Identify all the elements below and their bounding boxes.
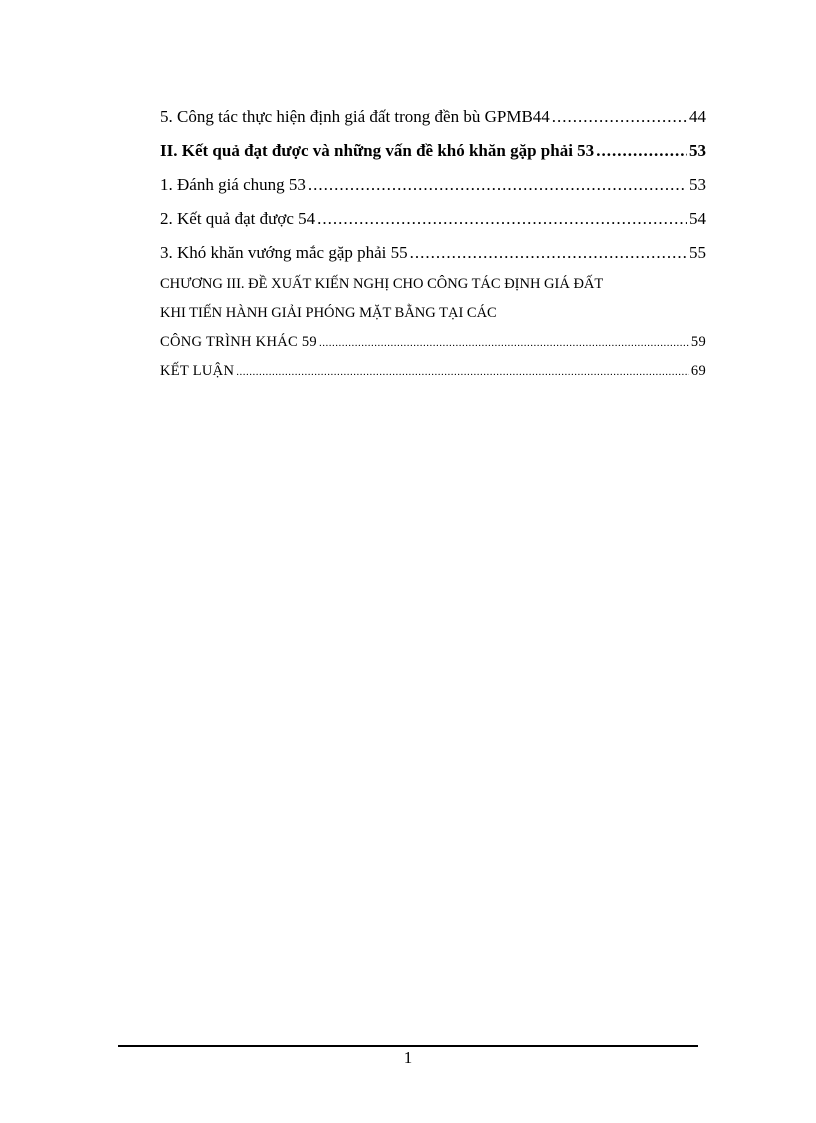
toc-entry-title: II. Kết quả đạt được và những vấn đề khó khăn gặp phải 53 [160,141,595,160]
dot-leader [319,329,689,357]
dot-leader [308,168,687,202]
toc-entry-page: 44 [689,107,706,126]
toc-entry-page: 53 [689,141,706,160]
toc-entry-page: 54 [689,209,706,228]
toc-chapter-title-line-2: KHI TIẾN HÀNH GIẢI PHÓNG MẶT BẰNG TẠI CÁC [160,305,497,321]
toc-chapter-title-line-1: CHƯƠNG III. ĐỀ XUẤT KIẾN NGHỊ CHO CÔNG TÁC ĐỊNH GIÁ ĐẤT [160,276,604,292]
dot-leader [317,202,687,236]
dot-leader [596,134,687,168]
toc-entry-achieved-results[interactable] [160,202,706,236]
toc-entry-title: 5. Công tác thực hiện định giá đất trong đền bù GPMB44 [160,107,550,126]
toc-entry-page: 59 [690,334,706,350]
toc-entry-page: 55 [689,243,706,262]
toc-entry-obstacles[interactable] [160,236,706,270]
toc-entry-title: KẾT LUẬN [160,363,235,379]
toc-entry-title: 2. Kết quả đạt được 54 [160,209,316,228]
toc-entry-chapter-3[interactable] [160,328,706,357]
toc-entry-page: 53 [689,175,706,194]
toc-entry-gpmb-valuation[interactable] [160,100,706,134]
footer-divider [118,1045,698,1047]
toc-entry-page: 69 [690,363,706,379]
table-of-contents [160,100,706,386]
toc-entry-title: CÔNG TRÌNH KHÁC 59 [160,334,317,350]
dot-leader [552,100,687,134]
toc-entry-results-and-difficulties[interactable] [160,134,706,168]
page-number: 1 [403,1048,413,1067]
dot-leader [410,236,687,270]
toc-entry-general-assessment[interactable] [160,168,706,202]
toc-entry-conclusion[interactable] [160,357,706,386]
toc-entry-title: 3. Khó khăn vướng mắc gặp phải 55 [160,243,408,262]
toc-entry-title: 1. Đánh giá chung 53 [160,175,306,194]
dot-leader [236,358,689,386]
